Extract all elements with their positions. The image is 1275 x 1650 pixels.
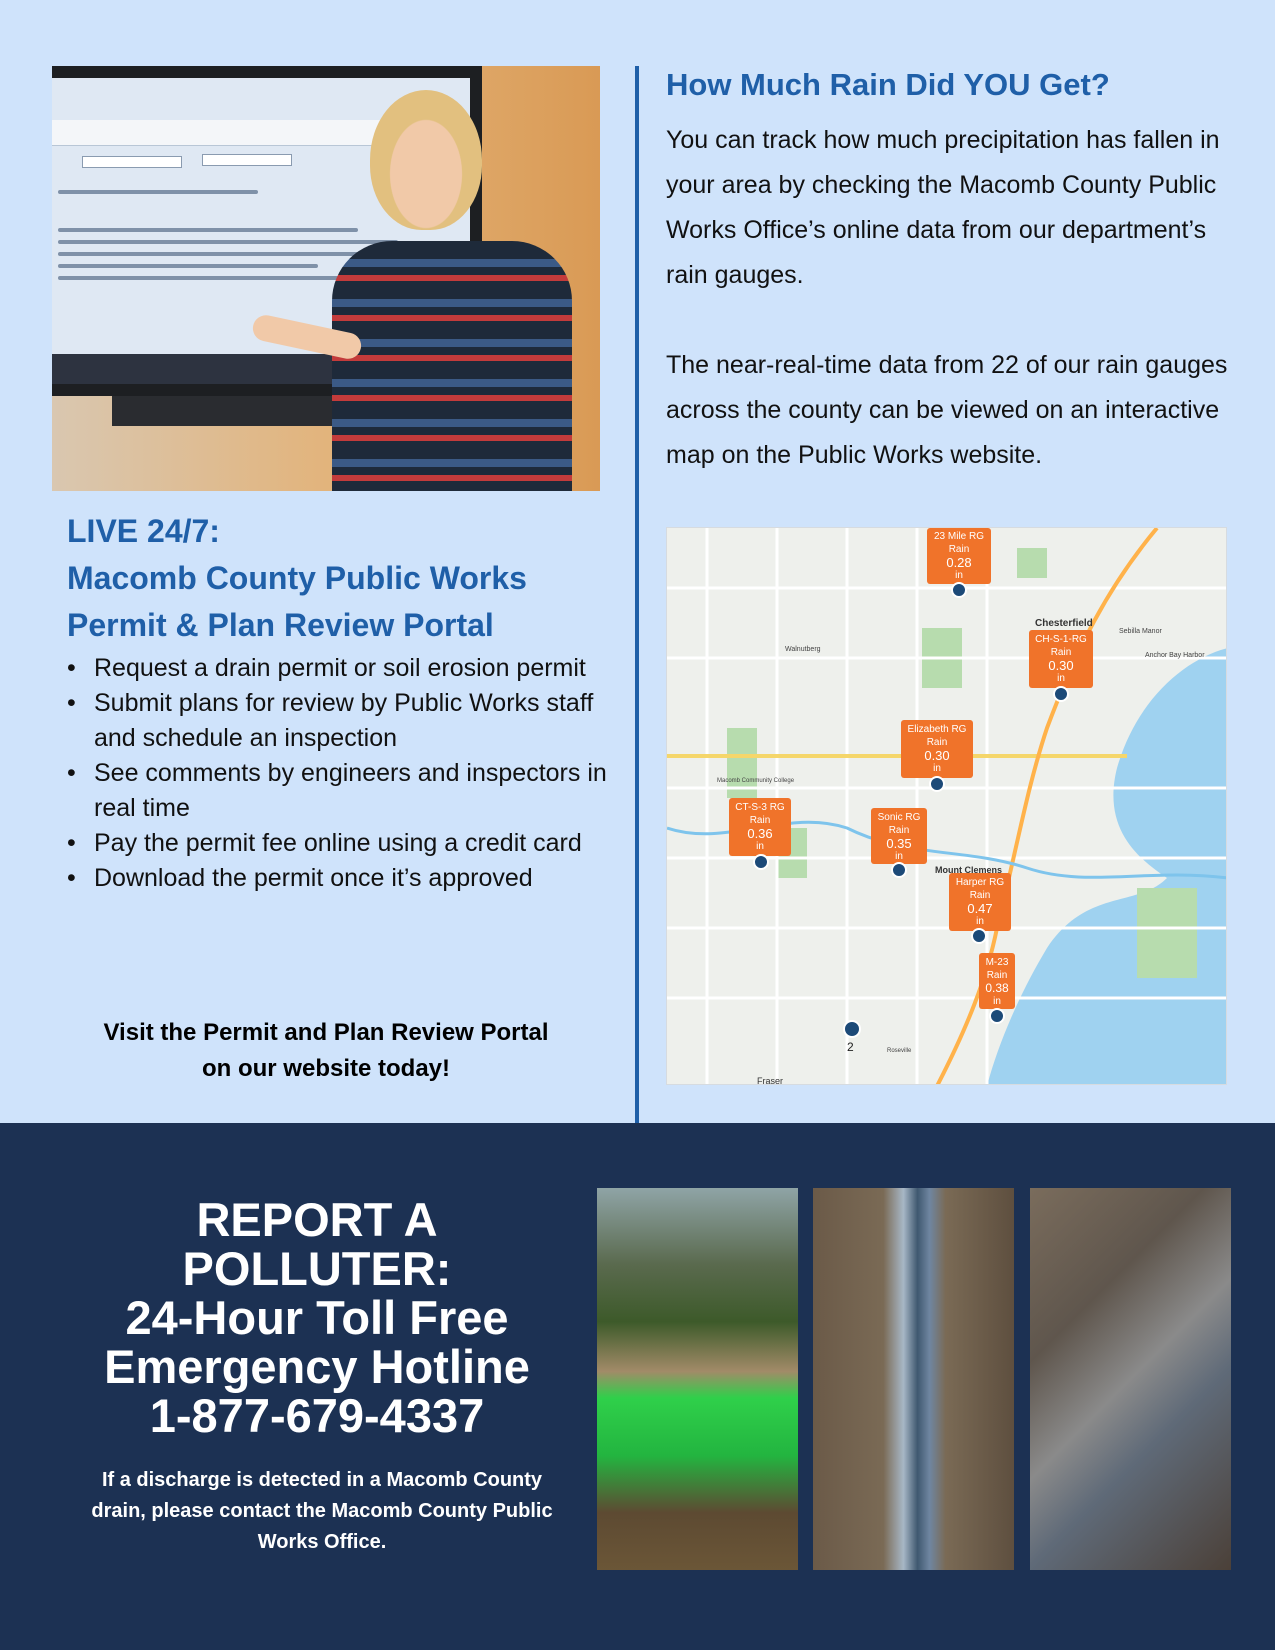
rain-gauge-pin-icon[interactable] (951, 582, 967, 598)
rain-gauge-pin-icon[interactable] (891, 862, 907, 878)
rain-title: How Much Rain Did YOU Get? (666, 67, 1110, 102)
gauge-marker-elizabeth[interactable]: Elizabeth RG Rain 0.30 in (901, 720, 973, 778)
gauge-marker-harper[interactable]: Harper RG Rain 0.47 in (949, 873, 1011, 931)
drain-channel-photo (813, 1188, 1014, 1570)
place-label: Sebilla Manor (1119, 628, 1162, 635)
list-item: • Pay the permit fee online using a credit card (67, 826, 607, 861)
rain-gauge-pin-icon[interactable] (843, 1020, 861, 1038)
place-label: Fraser (757, 1076, 784, 1085)
gauge-marker-ct-s-3[interactable]: CT-S-3 RG Rain 0.36 in (729, 798, 791, 856)
visit-line2: on our website today! (201, 1055, 450, 1082)
report-line2: POLLUTER: (182, 1242, 452, 1295)
report-line4: Emergency Hotline (104, 1340, 530, 1393)
rain-gauge-pin-icon[interactable] (989, 1008, 1005, 1024)
rain-gauge-pin-icon[interactable] (971, 928, 987, 944)
portal-heading-line1: LIVE 24/7: (67, 513, 220, 549)
oily-water-photo (1030, 1188, 1231, 1570)
rain-gauge-map[interactable] (666, 527, 1227, 1085)
list-item: • See comments by engineers and inspectors in real time (67, 756, 607, 826)
visit-line1: Visit the Permit and Plan Review Portal (103, 1019, 549, 1046)
rain-gauge-pin-icon[interactable] (1053, 686, 1069, 702)
report-polluter-heading (52, 1195, 582, 1440)
park-area (1017, 548, 1047, 578)
gauge-marker-ch-s-1[interactable]: CH-S-1-RG Rain 0.30 in (1029, 630, 1093, 688)
gauge-marker-sonic[interactable]: Sonic RG Rain 0.35 in (871, 808, 927, 864)
place-label: Anchor Bay Harbor (1145, 652, 1205, 659)
portal-feature-list (67, 651, 607, 896)
portal-heading-line2: Macomb County Public Works (67, 560, 527, 596)
presenter-photo (52, 66, 600, 491)
place-label: Chesterfield (1035, 618, 1093, 629)
gauge-marker-23-mile[interactable]: 23 Mile RG Rain 0.28 in (927, 528, 991, 584)
rain-body (666, 118, 1246, 478)
list-item: • Request a drain permit or soil erosion permit (67, 651, 607, 686)
list-item: • Download the permit once it’s approved (67, 861, 607, 896)
gauge-marker-m-23[interactable]: M-23 Rain 0.38 in (979, 953, 1015, 1009)
place-label: Macomb Community College (717, 778, 795, 784)
report-line3: 24-Hour Toll Free (125, 1291, 509, 1344)
discharge-note: If a discharge is detected in a Macomb County drain, please contact the Macomb County Public Works Office. (91, 1469, 553, 1553)
green-dye-drain-photo (597, 1188, 798, 1570)
column-divider (635, 66, 639, 1123)
rain-paragraph-1: You can track how much precipitation has fallen in your area by checking the Macomb County Public Works Office’s online data from our department’s rain gauges. (666, 126, 1220, 289)
hotline-phone-number[interactable]: 1-877-679-4337 (149, 1389, 485, 1442)
place-label: Roseville (887, 1048, 912, 1054)
rain-gauge-pin-icon[interactable] (753, 854, 769, 870)
park-area (1137, 888, 1197, 978)
place-label: Mount Clemens (935, 865, 1003, 875)
rain-paragraph-2: The near-real-time data from 22 of our rain gauges across the county can be viewed on an interactive map on the Public Works website. (666, 351, 1228, 469)
place-label: Walnutberg (785, 646, 821, 653)
cluster-count: 2 (847, 1040, 854, 1054)
rain-gauge-pin-icon[interactable] (929, 776, 945, 792)
portal-heading-line3: Permit & Plan Review Portal (67, 607, 494, 643)
visit-portal-callout (52, 1015, 600, 1087)
report-line1: REPORT A (196, 1193, 438, 1246)
list-item: • Submit plans for review by Public Works staff and schedule an inspection (67, 686, 607, 756)
portal-heading (67, 508, 627, 649)
